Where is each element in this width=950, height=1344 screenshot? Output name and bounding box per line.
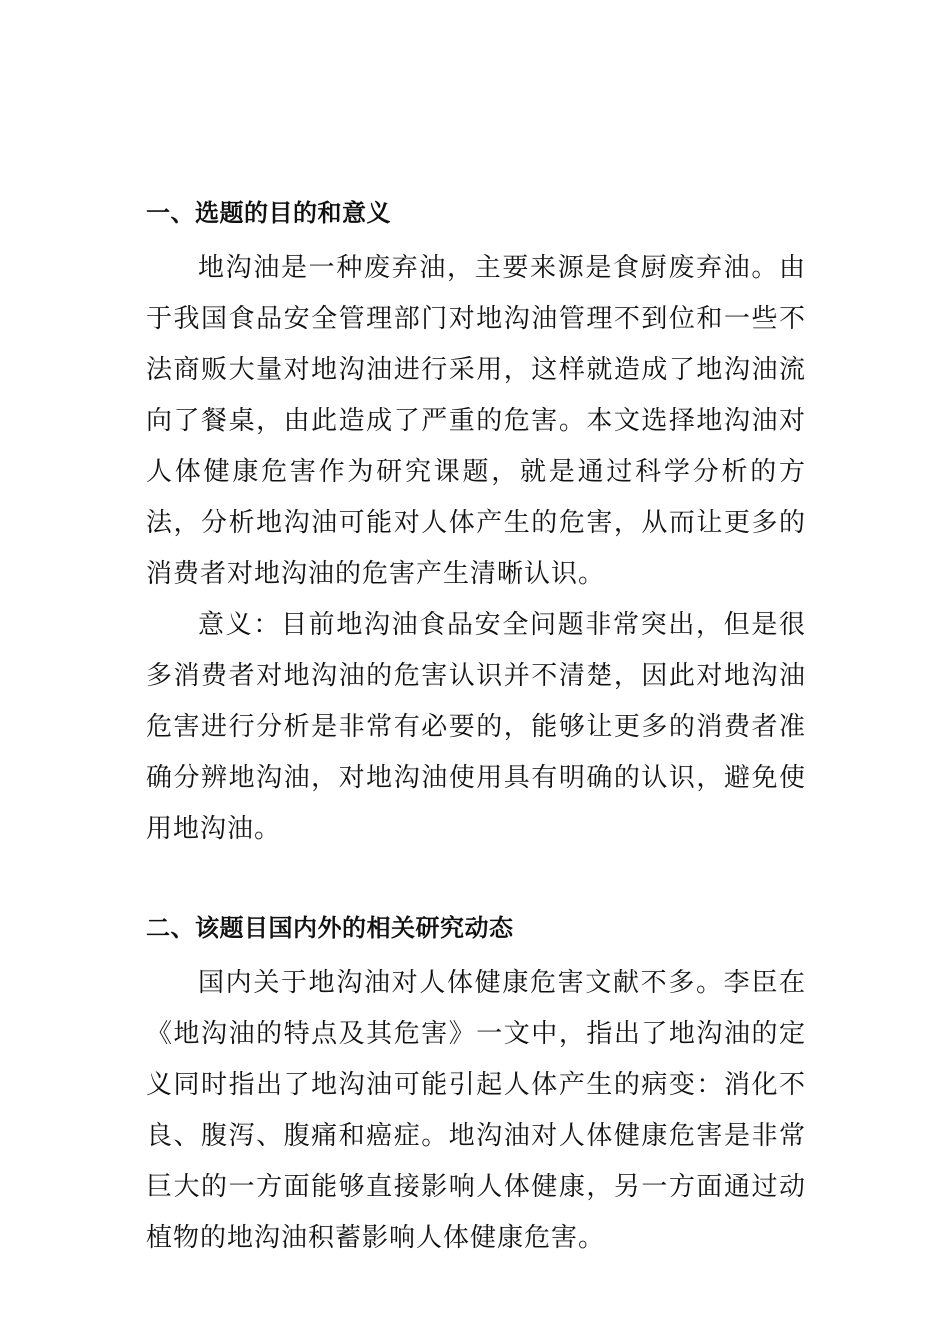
paragraph-purpose: 地沟油是一种废弃油，主要来源是食厨废弃油。由于我国食品安全管理部门对地沟油管理不到位和一些不法商贩大量对地沟油进行采用，这样就造成了地沟油流向了餐桌，由此造成了严重的危害。本文选择地沟油对人体健康危害作为研究课题，就是通过科学分析的方法，分析地沟油可能对人体产生的危害，从而让更多的消费者对地沟油的危害产生清晰认识。 [146, 253, 806, 589]
section-heading-research-status: 二、该题目国内外的相关研究动态 [146, 914, 514, 942]
document-body [146, 195, 806, 1264]
paragraph-significance: 意义：目前地沟油食品安全问题非常突出，但是很多消费者对地沟油的危害认识并不清楚，因此对地沟油危害进行分析是非常有必要的，能够让更多的消费者准确分辨地沟油，对地沟油使用具有明确的认识，避免使用地沟油。 [146, 610, 806, 844]
section-heading-purpose: 一、选题的目的和意义 [146, 199, 391, 227]
paragraph-research-status: 国内关于地沟油对人体健康危害文献不多。李臣在《地沟油的特点及其危害》一文中，指出了地沟油的定义同时指出了地沟油可能引起人体产生的病变：消化不良、腹泻、腹痛和癌症。地沟油对人体健康危害是非常巨大的一方面能够直接影响人体健康，另一方面通过动植物的地沟油积蓄影响人体健康危害。 [146, 968, 806, 1253]
